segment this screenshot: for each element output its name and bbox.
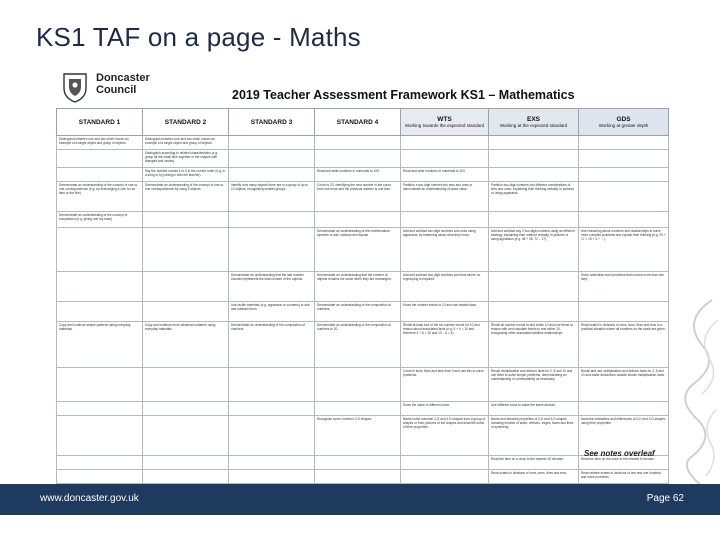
table-cell <box>401 368 489 402</box>
table-row <box>57 150 669 168</box>
table-cell <box>315 182 401 212</box>
table-cell <box>57 150 143 168</box>
table-cell <box>489 168 579 182</box>
table-cell <box>579 182 669 212</box>
table-cell <box>143 470 229 484</box>
table-cell <box>57 416 143 456</box>
table-cell <box>401 272 489 302</box>
cell-text: Know the number bonds to 10 and use related facts. <box>403 303 477 307</box>
table-cell <box>401 182 489 212</box>
table-cell <box>315 136 401 150</box>
table-cell <box>489 302 579 322</box>
cell-text: Demonstrate an understanding of the concept of one-to-one correspondence (e.g. by exchanging a coin for an item or the like). <box>59 183 139 195</box>
cell-text: Solve unfamiliar word problems that involve more than one step. <box>581 273 664 281</box>
table-cell <box>57 302 143 322</box>
cell-text: Know the value of different coins. <box>403 403 450 407</box>
table-row <box>57 182 669 212</box>
table-row <box>57 136 669 150</box>
table-cell <box>315 470 401 484</box>
table-cell <box>229 272 315 302</box>
table-cell <box>315 322 401 368</box>
cell-text: Read and write numbers in numerals to 100. <box>403 169 466 173</box>
cell-text: Demonstrate an understanding of the concept of comparison (e.g. giving one toy each). <box>59 213 128 221</box>
cell-text: Demonstrate an understanding that the number of objects remains the same when they are rearranged. <box>317 273 392 281</box>
cell-text: Read scales in divisions of ones, twos, fives and tens. <box>491 471 568 475</box>
column-header-exs <box>489 109 579 136</box>
table-cell <box>315 228 401 272</box>
council-crest-icon <box>60 70 90 104</box>
table-cell <box>315 302 401 322</box>
table-cell <box>315 150 401 168</box>
table-cell <box>143 322 229 368</box>
table-cell <box>57 456 143 470</box>
column-label: STANDARD 2 <box>164 118 207 126</box>
table-cell <box>489 212 579 228</box>
table-row <box>57 368 669 402</box>
document-title: 2019 Teacher Assessment Framework KS1 – Mathematics <box>232 88 575 102</box>
table-cell <box>143 168 229 182</box>
cell-text: Use reasoning about numbers and relationships to solve more complex problems and explain their thinking (e.g. 29 + 17 = 15 + 4 + …). <box>581 229 666 241</box>
table-cell <box>401 228 489 272</box>
table-cell <box>579 168 669 182</box>
cell-text: Demonstrate an understanding of the composition of numbers to 20. <box>317 323 392 331</box>
table-cell <box>401 168 489 182</box>
overleaf-note: See notes overleaf <box>584 449 655 458</box>
table-cell <box>143 272 229 302</box>
cell-text: Read scales in divisions of ones, twos, fives and tens in a practical situation where all numbers on the scale are given. <box>581 323 666 331</box>
cell-text: Identify how many objects there are in a group of up to 10 objects, recognising smaller groups. <box>231 183 308 191</box>
cell-text: Describe similarities and differences of 2-D and 3-D shapes, using their properties. <box>581 417 666 425</box>
table-cell <box>579 302 669 322</box>
table-cell <box>489 272 579 302</box>
table-cell <box>57 402 143 416</box>
logo-line-1: Doncaster <box>96 72 150 84</box>
cell-text: Add and subtract two-digit numbers and ones using apparatus, by reasoning about what they know. <box>403 229 476 237</box>
table-cell <box>489 136 579 150</box>
cell-text: Demonstrate an understanding of the concept of one-to-one correspondence by using 5 objects. <box>145 183 225 191</box>
table-cell <box>579 228 669 272</box>
column-sublabel: Working at the expected standard <box>499 123 568 128</box>
table-cell <box>401 212 489 228</box>
table-cell <box>143 456 229 470</box>
table-cell <box>401 136 489 150</box>
cell-text: Recall and use multiplication and division facts for 2, 5 and 10 and make deductions outside known multiplication facts. <box>581 369 665 377</box>
table-cell <box>143 368 229 402</box>
table-row <box>57 322 669 368</box>
table-cell <box>579 136 669 150</box>
footer-url: www.doncaster.gov.uk <box>40 493 139 504</box>
table-cell <box>229 470 315 484</box>
table-cell <box>489 182 579 212</box>
table-cell <box>315 212 401 228</box>
cell-text: Recall all number bonds to and within 10 and use these to reason with and calculate bonds to and within 20, recognising other associated additive relationships. <box>491 323 573 335</box>
table-cell <box>401 302 489 322</box>
cell-text: Recall multiplication and division facts for 2, 5 and 10 and use them to solve simple problems, demonstrating an understanding of commutativity as necessary. <box>491 369 573 381</box>
table-cell <box>401 456 489 470</box>
cell-text: Read relative scales in divisions of one and one hundred and solve problems. <box>581 471 661 479</box>
cell-text: Count to 20, identifying the next number in the count from one more and the previous number is one less. <box>317 183 391 191</box>
framework-body <box>57 136 669 484</box>
table-cell <box>579 322 669 368</box>
table-cell <box>143 416 229 456</box>
table-cell <box>579 470 669 484</box>
cell-text: Demonstrate an understanding of the composition of numbers. <box>231 323 306 331</box>
table-cell <box>315 402 401 416</box>
table-cell <box>229 228 315 272</box>
cell-text: Name and describe properties of 2-D and 3-D shapes, including number of sides, vertices, edges, faces and lines of symmetry. <box>491 417 574 429</box>
table-cell <box>401 416 489 456</box>
column-sublabel: Working towards the expected standard <box>404 123 485 128</box>
council-logo <box>60 70 180 104</box>
table-cell <box>489 322 579 368</box>
logo-line-2: Council <box>96 84 137 96</box>
table-cell <box>143 182 229 212</box>
table-cell <box>489 416 579 456</box>
table-row <box>57 470 669 484</box>
table-cell <box>579 402 669 416</box>
cell-text: Distinguish according to related characteristics (e.g. group all the small blue together or the shapes with triangles and circles). <box>145 151 218 163</box>
cell-text: Demonstrate an understanding of the composition of numbers. <box>317 303 392 311</box>
table-cell <box>57 368 143 402</box>
table-cell <box>489 470 579 484</box>
cell-text: Partition two-digit numbers into different combinations of tens and ones, explaining their thinking verbally, in pictures or using apparatus. <box>491 183 575 195</box>
table-cell <box>143 136 229 150</box>
cell-text: Distinguish between one and two when shown an example of a single object and group of objects. <box>145 137 215 145</box>
column-sublabel: Working at greater depth <box>598 123 649 128</box>
cell-text: Use tactile materials (e.g. apparatus or counters) to add and subtract them. <box>231 303 310 311</box>
column-label: EXS <box>526 116 540 123</box>
column-header-gds <box>579 109 669 136</box>
table-cell <box>229 456 315 470</box>
table-cell <box>579 272 669 302</box>
cell-text: Copy and continue simple patterns using everyday materials. <box>59 323 131 331</box>
table-cell <box>489 456 579 470</box>
cell-text: Distinguish between one and two when shown an example of a single object and group of objects. <box>59 137 129 145</box>
table-cell <box>57 272 143 302</box>
cell-text: Demonstrate an understanding of the mathematical symbols of add, subtract and equals. <box>317 229 390 237</box>
table-row <box>57 302 669 322</box>
table-cell <box>401 150 489 168</box>
column-label: STANDARD 4 <box>336 118 379 126</box>
table-cell <box>57 470 143 484</box>
cell-text: Read the time on the clock to the nearest 5 minutes. <box>581 457 655 461</box>
cell-text: Read and write numbers in numerals to 100. <box>317 169 380 173</box>
column-label: STANDARD 3 <box>250 118 293 126</box>
table-cell <box>229 322 315 368</box>
table-cell <box>315 456 401 470</box>
column-label: STANDARD 1 <box>78 118 121 126</box>
table-cell <box>401 322 489 368</box>
cell-text: Partition a two-digit number into tens and ones to demonstrate an understanding of place value. <box>403 183 473 191</box>
cell-text: Recall at least four of the six number bonds for 10 and reason about associated facts (e.g. 6 + 4 = 10 and therefore 4 + 6 = 10 and 10 – 6 = 4). <box>403 323 480 335</box>
table-cell <box>143 150 229 168</box>
taf-document <box>56 68 668 479</box>
column-label: GDS <box>616 116 631 123</box>
table-cell <box>57 228 143 272</box>
table-cell <box>489 368 579 402</box>
table-cell <box>401 402 489 416</box>
table-cell <box>489 150 579 168</box>
table-row <box>57 272 669 302</box>
cell-text: Add and subtract any 2 two-digit numbers using an efficient strategy, explaining their method verbally, in pictures or using apparatus (e.g. 48 + 35, 72 – 17). <box>491 229 575 241</box>
cell-text: Add and subtract two-digit numbers and tens where no regrouping is required. <box>403 273 481 281</box>
cell-text: Say the number names 1 to 5 in the correct order (e.g. in a song or by joining in with the teacher). <box>145 169 226 177</box>
table-cell <box>579 368 669 402</box>
table-cell <box>229 212 315 228</box>
cell-text: Demonstrate an understanding that the last number counted represents the total number of the objects. <box>231 273 304 281</box>
table-cell <box>229 368 315 402</box>
footer-bar <box>0 484 720 515</box>
table-row <box>57 416 669 456</box>
table-row <box>57 212 669 228</box>
table-row <box>57 456 669 470</box>
table-row <box>57 402 669 416</box>
table-cell <box>579 212 669 228</box>
column-header-wts <box>401 109 489 136</box>
table-cell <box>315 368 401 402</box>
column-header <box>57 109 143 136</box>
cell-text: Name some common 2-D and 3-D shapes from a group of shapes or from pictures of the shapes and describe some of their properties. <box>403 417 486 429</box>
table-cell <box>229 168 315 182</box>
table-cell <box>229 136 315 150</box>
table-cell <box>57 182 143 212</box>
table-cell <box>57 136 143 150</box>
table-cell <box>229 302 315 322</box>
table-cell <box>143 402 229 416</box>
cell-text: Copy and continue more advanced patterns using everyday materials. <box>145 323 216 331</box>
logo-text <box>96 72 150 96</box>
table-cell <box>489 228 579 272</box>
table-cell <box>315 416 401 456</box>
table-cell <box>579 150 669 168</box>
table-cell <box>57 322 143 368</box>
column-header <box>229 109 315 136</box>
table-cell <box>401 470 489 484</box>
framework-table <box>56 108 669 484</box>
header-row <box>57 109 669 136</box>
column-label: WTS <box>437 116 452 123</box>
page-number: Page 62 <box>646 493 684 504</box>
table-cell <box>143 302 229 322</box>
cell-text: Use different coins to make the same amount. <box>491 403 556 407</box>
column-header <box>143 109 229 136</box>
cell-text: Read the time on a clock to the nearest 15 minutes. <box>491 457 564 461</box>
table-cell <box>229 150 315 168</box>
table-cell <box>57 212 143 228</box>
table-cell <box>229 402 315 416</box>
table-cell <box>489 402 579 416</box>
table-cell <box>143 228 229 272</box>
table-row <box>57 228 669 272</box>
table-cell <box>315 168 401 182</box>
table-cell <box>229 416 315 456</box>
table-row <box>57 168 669 182</box>
column-header <box>315 109 401 136</box>
cell-text: Recognise some common 2-D shapes. <box>317 417 372 421</box>
slide-title: KS1 TAF on a page - Maths <box>36 22 361 52</box>
cell-text: Count in twos, fives and tens from 0 and use this to solve problems. <box>403 369 484 377</box>
table-cell <box>143 212 229 228</box>
table-cell <box>229 182 315 212</box>
decorative-swirl-icon <box>672 290 720 490</box>
table-cell <box>315 272 401 302</box>
table-cell <box>57 168 143 182</box>
